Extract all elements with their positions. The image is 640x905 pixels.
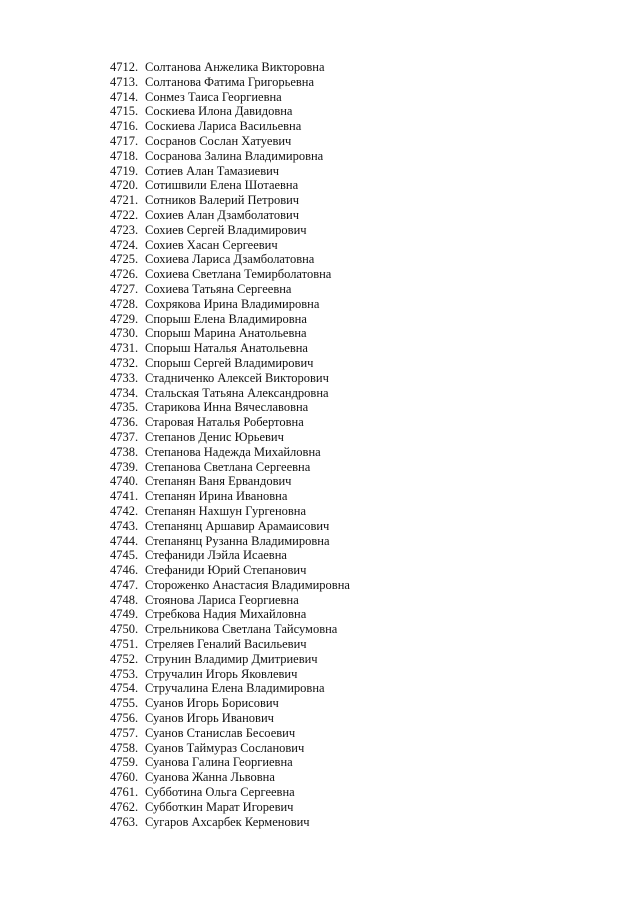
entry-name: Спорыш Марина Анатольевна bbox=[145, 326, 307, 341]
entry-name: Солтанова Фатима Григорьевна bbox=[145, 74, 315, 89]
list-item bbox=[110, 519, 350, 534]
list-item bbox=[110, 341, 350, 356]
list-item bbox=[110, 445, 350, 460]
list-item bbox=[110, 622, 350, 637]
entry-name: Сохиев Хасан Сергеевич bbox=[145, 237, 278, 252]
entry-number: 4720. bbox=[110, 178, 139, 193]
entry-number: 4741. bbox=[110, 489, 139, 504]
list-item bbox=[110, 267, 350, 282]
entry-number: 4758. bbox=[110, 740, 139, 755]
list-item bbox=[110, 474, 350, 489]
list-item bbox=[110, 815, 350, 830]
entry-name: Субботкин Марат Игоревич bbox=[145, 799, 294, 814]
list-item bbox=[110, 489, 350, 504]
entry-number: 4762. bbox=[110, 799, 139, 814]
entry-name: Стороженко Анастасия Владимировна bbox=[145, 577, 350, 592]
entry-number: 4754. bbox=[110, 681, 139, 696]
entry-number: 4719. bbox=[110, 163, 139, 178]
list-item bbox=[110, 238, 350, 253]
entry-name: Степанова Светлана Сергеевна bbox=[145, 459, 311, 474]
list-item bbox=[110, 90, 350, 105]
list-item bbox=[110, 800, 350, 815]
entry-name: Сохиева Татьяна Сергеевна bbox=[145, 281, 292, 296]
list-item bbox=[110, 326, 350, 341]
entry-number: 4760. bbox=[110, 770, 139, 785]
entry-name: Суанов Таймураз Сосланович bbox=[145, 740, 305, 755]
list-item bbox=[110, 252, 350, 267]
entry-number: 4756. bbox=[110, 711, 139, 726]
entry-number: 4733. bbox=[110, 370, 139, 385]
entry-number: 4744. bbox=[110, 533, 139, 548]
entry-name: Суанов Игорь Иванович bbox=[145, 711, 274, 726]
list-item bbox=[110, 119, 350, 134]
entry-name: Соскиева Илона Давидовна bbox=[145, 104, 293, 119]
entry-number: 4715. bbox=[110, 104, 139, 119]
entry-number: 4721. bbox=[110, 193, 139, 208]
list-item bbox=[110, 770, 350, 785]
entry-number: 4751. bbox=[110, 637, 139, 652]
entry-name: Степанян Ваня Ервандович bbox=[145, 474, 292, 489]
entry-number: 4730. bbox=[110, 326, 139, 341]
entry-number: 4737. bbox=[110, 429, 139, 444]
list-item bbox=[110, 386, 350, 401]
list-item bbox=[110, 548, 350, 563]
entry-name: Стребкова Надия Михайловна bbox=[145, 607, 307, 622]
entry-name: Старовая Наталья Робертовна bbox=[145, 415, 304, 430]
entry-number: 4724. bbox=[110, 237, 139, 252]
list-item bbox=[110, 60, 350, 75]
entry-name: Степанян Нахшун Гургеновна bbox=[145, 503, 307, 518]
entry-number: 4749. bbox=[110, 607, 139, 622]
list-item bbox=[110, 667, 350, 682]
list-item bbox=[110, 563, 350, 578]
list-item bbox=[110, 711, 350, 726]
list-item bbox=[110, 785, 350, 800]
entry-number: 4761. bbox=[110, 785, 139, 800]
entry-number: 4750. bbox=[110, 622, 139, 637]
entry-number: 4746. bbox=[110, 563, 139, 578]
list-item bbox=[110, 696, 350, 711]
entry-name: Степанян Ирина Ивановна bbox=[145, 489, 288, 504]
entry-number: 4745. bbox=[110, 548, 139, 563]
list-item bbox=[110, 430, 350, 445]
list-item bbox=[110, 149, 350, 164]
entry-number: 4738. bbox=[110, 444, 139, 459]
entry-name: Стреляев Геналий Васильевич bbox=[145, 637, 307, 652]
entry-number: 4727. bbox=[110, 281, 139, 296]
list-item bbox=[110, 75, 350, 90]
entry-number: 4732. bbox=[110, 355, 139, 370]
list-item bbox=[110, 652, 350, 667]
entry-name: Сохиева Светлана Темирболатовна bbox=[145, 267, 332, 282]
list-item bbox=[110, 193, 350, 208]
entry-name: Стефаниди Лэйла Исаевна bbox=[145, 548, 287, 563]
entry-name: Соскиева Лариса Васильевна bbox=[145, 119, 302, 134]
entry-name: Спорыш Сергей Владимирович bbox=[145, 355, 314, 370]
entry-name: Сохрякова Ирина Владимировна bbox=[145, 296, 320, 311]
entry-name: Солтанова Анжелика Викторовна bbox=[145, 60, 325, 74]
list-item bbox=[110, 593, 350, 608]
list-item bbox=[110, 134, 350, 149]
list-item bbox=[110, 223, 350, 238]
entry-number: 4731. bbox=[110, 341, 139, 356]
list-item bbox=[110, 607, 350, 622]
entry-name: Субботина Ольга Сергеевна bbox=[145, 785, 295, 800]
list-item bbox=[110, 356, 350, 371]
list-item bbox=[110, 312, 350, 327]
entry-name: Сохиев Сергей Владимирович bbox=[145, 222, 307, 237]
list-item bbox=[110, 460, 350, 475]
entry-number: 4734. bbox=[110, 385, 139, 400]
entry-name: Сотников Валерий Петрович bbox=[145, 193, 300, 208]
entry-name: Стручалин Игорь Яковлевич bbox=[145, 666, 298, 681]
entry-number: 4752. bbox=[110, 651, 139, 666]
entry-number: 4735. bbox=[110, 400, 139, 415]
entry-number: 4728. bbox=[110, 296, 139, 311]
entry-number: 4714. bbox=[110, 89, 139, 104]
entry-number: 4717. bbox=[110, 133, 139, 148]
list-item bbox=[110, 371, 350, 386]
list-item bbox=[110, 504, 350, 519]
entry-number: 4763. bbox=[110, 814, 139, 829]
list-item bbox=[110, 415, 350, 430]
entry-name: Спорыш Елена Владимировна bbox=[145, 311, 307, 326]
list-item bbox=[110, 178, 350, 193]
entry-number: 4722. bbox=[110, 207, 139, 222]
entry-name: Стручалина Елена Владимировна bbox=[145, 681, 325, 696]
entry-number: 4718. bbox=[110, 148, 139, 163]
entry-name: Суанов Игорь Борисович bbox=[145, 696, 279, 711]
entry-name: Суанова Галина Георгиевна bbox=[145, 755, 293, 770]
entry-name: Струнин Владимир Дмитриевич bbox=[145, 651, 318, 666]
entry-number: 4755. bbox=[110, 696, 139, 711]
entry-name: Сотиев Алан Тамазиевич bbox=[145, 163, 280, 178]
entry-name: Сосранова Залина Владимировна bbox=[145, 148, 324, 163]
entry-name: Степанянц Рузанна Владимировна bbox=[145, 533, 330, 548]
entry-name: Сохиев Алан Дзамболатович bbox=[145, 207, 299, 222]
entry-number: 4723. bbox=[110, 222, 139, 237]
entry-number: 4712. bbox=[110, 60, 139, 74]
list-item bbox=[110, 164, 350, 179]
entry-name: Сохиева Лариса Дзамболатовна bbox=[145, 252, 315, 267]
entry-number: 4748. bbox=[110, 592, 139, 607]
entry-name: Сосранов Сослан Хатуевич bbox=[145, 133, 292, 148]
list-item bbox=[110, 282, 350, 297]
entry-name: Степанов Денис Юрьевич bbox=[145, 429, 284, 444]
entry-number: 4753. bbox=[110, 666, 139, 681]
entry-name: Стальская Татьяна Александровна bbox=[145, 385, 329, 400]
entry-number: 4729. bbox=[110, 311, 139, 326]
entry-number: 4716. bbox=[110, 119, 139, 134]
list-item bbox=[110, 578, 350, 593]
entry-number: 4757. bbox=[110, 725, 139, 740]
entry-name: Сотишвили Елена Шотаевна bbox=[145, 178, 299, 193]
list-item bbox=[110, 637, 350, 652]
entry-number: 4739. bbox=[110, 459, 139, 474]
entry-number: 4747. bbox=[110, 577, 139, 592]
list-item bbox=[110, 208, 350, 223]
entry-number: 4726. bbox=[110, 267, 139, 282]
entry-name: Стадниченко Алексей Викторович bbox=[145, 370, 329, 385]
list-item bbox=[110, 681, 350, 696]
list-item bbox=[110, 534, 350, 549]
entry-number: 4743. bbox=[110, 518, 139, 533]
entry-name: Спорыш Наталья Анатольевна bbox=[145, 341, 308, 356]
list-item bbox=[110, 741, 350, 756]
entry-number: 4759. bbox=[110, 755, 139, 770]
entry-name: Стоянова Лариса Георгиевна bbox=[145, 592, 299, 607]
list-item bbox=[110, 104, 350, 119]
list-item bbox=[110, 755, 350, 770]
entry-name: Суанова Жанна Львовна bbox=[145, 770, 275, 785]
list-item bbox=[110, 297, 350, 312]
entry-number: 4740. bbox=[110, 474, 139, 489]
entry-name: Стефаниди Юрий Степанович bbox=[145, 563, 307, 578]
entry-number: 4736. bbox=[110, 415, 139, 430]
entry-name: Сугаров Ахсарбек Керменович bbox=[145, 814, 310, 829]
entry-number: 4713. bbox=[110, 74, 139, 89]
entry-number: 4742. bbox=[110, 503, 139, 518]
entry-name: Степанова Надежда Михайловна bbox=[145, 444, 321, 459]
list-item bbox=[110, 400, 350, 415]
list-item bbox=[110, 726, 350, 741]
entry-number: 4725. bbox=[110, 252, 139, 267]
entry-name: Суанов Станислав Бесоевич bbox=[145, 725, 296, 740]
entry-name: Степанянц Аршавир Арамаисович bbox=[145, 518, 330, 533]
name-list bbox=[110, 60, 350, 829]
entry-name: Стрельникова Светлана Тайсумовна bbox=[145, 622, 338, 637]
entry-name: Сонмез Таиса Георгиевна bbox=[145, 89, 282, 104]
entry-name: Старикова Инна Вячеславовна bbox=[145, 400, 309, 415]
